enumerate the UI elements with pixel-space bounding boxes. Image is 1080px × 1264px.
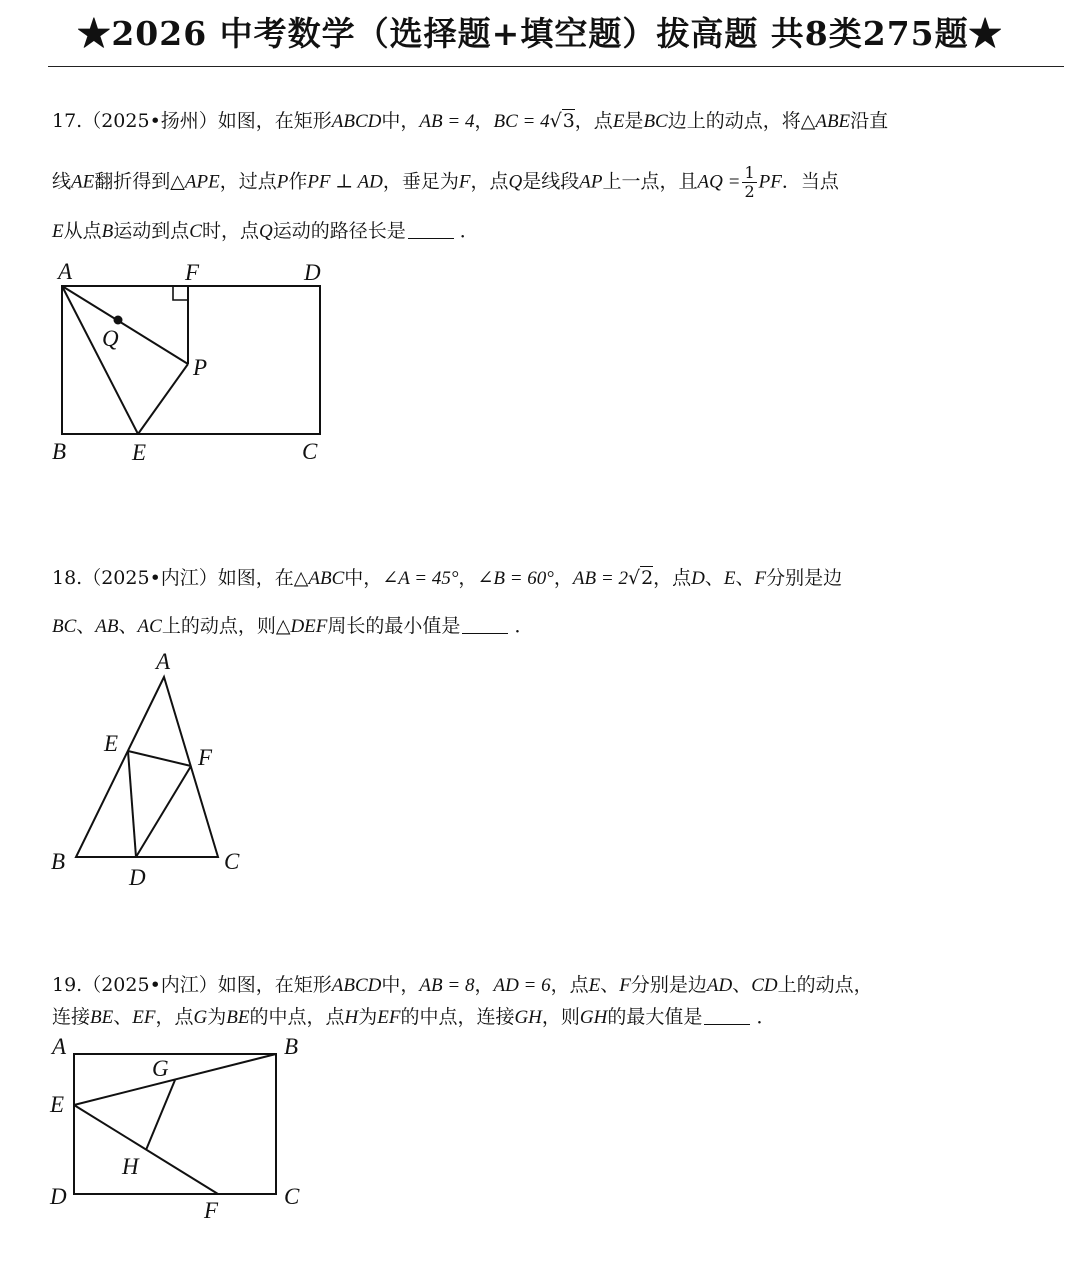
problem-17-line-3: E从点B运动到点C时，点Q运动的路径长是 ． xyxy=(52,220,479,242)
label-c: C xyxy=(224,849,240,874)
label-b: B xyxy=(52,439,67,464)
label-d: D xyxy=(304,260,321,285)
problem-17-line-1: 17.（2025•扬州）如图，在矩形ABCD中，AB = 4，BC = 4√3，点E是BC边上的动点，将△ABE沿直 xyxy=(52,110,889,132)
segment-fd xyxy=(136,766,191,857)
right-angle-mark xyxy=(173,286,188,300)
segment-pe xyxy=(138,364,188,434)
figure-problem-17 xyxy=(40,255,340,470)
segment-de xyxy=(128,751,136,857)
label-a: A xyxy=(156,649,171,674)
label-a: A xyxy=(58,259,73,284)
label-e: E xyxy=(50,1092,65,1117)
problem-number: 19. xyxy=(52,974,83,996)
label-p: P xyxy=(193,355,208,380)
label-f: F xyxy=(185,260,200,285)
problem-19-line-1: 19.（2025•内江）如图，在矩形ABCD中，AB = 8，AD = 6，点E、F分别是边AD、CD上的动点， xyxy=(52,974,873,996)
problem-18-line-1: 18.（2025•内江）如图，在△ABC中，∠A = 45°，∠B = 60°，AB = 2√2，点D、E、F分别是边 xyxy=(52,567,843,589)
figure-problem-18 xyxy=(40,645,260,890)
segment-be xyxy=(74,1054,276,1105)
fraction-one-half: $\frac{1}{2}$ xyxy=(744,163,755,201)
problem-18-line-2: BC、AB、AC上的动点，则△DEF周长的最小值是 ． xyxy=(52,615,534,637)
label-h: H xyxy=(122,1154,139,1179)
label-e: E xyxy=(104,731,119,756)
answer-blank xyxy=(462,615,508,634)
label-b: B xyxy=(51,849,66,874)
problem-17-line-2: 线AE翻折得到△APE，过点P作PF ⊥ AD，垂足为F，点Q是线段AP上一点，且AQ = $\frac{1}{2}$ PF．当点 xyxy=(52,163,839,201)
label-g: G xyxy=(152,1056,169,1081)
label-c: C xyxy=(284,1184,300,1209)
problem-19-line-2: 连接BE、EF，点G为BE的中点，点H为EF的中点，连接GH，则GH的最大值是 ． xyxy=(52,1006,776,1028)
problem-number: 17. xyxy=(52,110,83,132)
label-e: E xyxy=(132,440,147,465)
segment-ap xyxy=(62,286,188,364)
segment-ae xyxy=(62,286,138,434)
label-b: B xyxy=(284,1034,299,1059)
label-a: A xyxy=(52,1034,67,1059)
label-q: Q xyxy=(102,326,119,351)
figure-problem-19 xyxy=(40,1030,330,1225)
segment-gh xyxy=(146,1080,175,1150)
label-d: D xyxy=(129,865,146,890)
page-title: ★2026 中考数学（选择题+填空题）拔高题 共8类275题★ xyxy=(77,14,1003,53)
triangle-abc xyxy=(76,677,218,857)
point-q xyxy=(114,316,123,325)
answer-blank xyxy=(704,1006,750,1025)
title-divider xyxy=(48,66,1064,67)
problem-source: （2025•内江） xyxy=(82,567,218,589)
label-c: C xyxy=(302,439,318,464)
answer-blank xyxy=(408,220,454,239)
problem-source: （2025•内江） xyxy=(82,974,218,996)
label-f: F xyxy=(204,1198,219,1223)
problem-source: （2025•扬州） xyxy=(82,110,218,132)
label-f: F xyxy=(198,745,213,770)
label-d: D xyxy=(50,1184,67,1209)
problem-number: 18. xyxy=(52,567,83,589)
segment-ef xyxy=(128,751,191,766)
